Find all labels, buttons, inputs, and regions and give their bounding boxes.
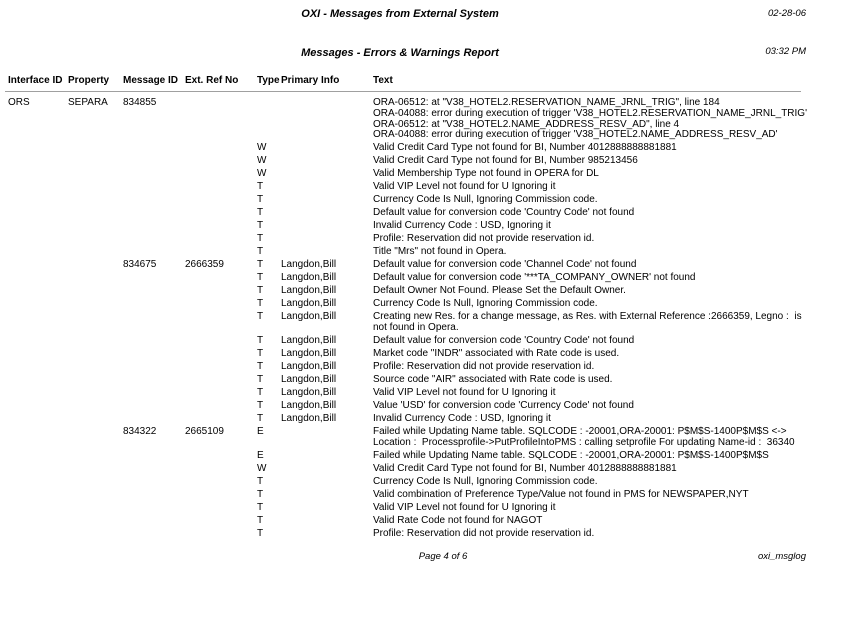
primary-info-cell: Langdon,Bill	[281, 360, 337, 372]
interface-id-cell	[8, 234, 68, 245]
primary-info-cell: Langdon,Bill	[281, 285, 337, 297]
ext-ref-no-cell	[185, 234, 257, 245]
report-time: 03:32 PM	[765, 46, 806, 57]
primary-info-cell	[281, 503, 373, 514]
footer-report-name: oxi_msglog	[757, 551, 806, 562]
table-row	[8, 529, 851, 540]
table-row	[8, 312, 851, 334]
type-cell: T	[257, 259, 264, 271]
table-row	[8, 427, 851, 449]
type-cell: T	[257, 181, 264, 193]
interface-id-cell	[8, 312, 68, 334]
text-line: Creating new Res. for a change message, as Res. with External Reference :2666359, Legno : is	[373, 311, 802, 323]
report-subtitle: Messages - Errors & Warnings Report	[301, 47, 499, 59]
type-cell: T	[257, 311, 264, 323]
primary-info-cell	[281, 247, 373, 258]
property-cell	[68, 349, 123, 360]
table-row	[8, 208, 851, 219]
table-row	[8, 247, 851, 258]
primary-info-cell	[281, 427, 373, 449]
interface-id-cell	[8, 349, 68, 360]
table-row	[8, 349, 851, 360]
column-header-property: Property	[68, 75, 110, 86]
message-id-cell	[123, 336, 185, 347]
type-cell: W	[257, 168, 267, 180]
interface-id-cell	[8, 143, 68, 154]
text-cell	[373, 312, 851, 334]
property-cell	[68, 208, 123, 219]
text-line: Default value for conversion code 'Country Code' not found	[373, 334, 635, 346]
ext-ref-no-cell	[185, 336, 257, 347]
message-id-cell	[123, 143, 185, 154]
interface-id-cell	[8, 273, 68, 284]
message-id-cell	[123, 401, 185, 412]
ext-ref-no-cell	[185, 464, 257, 475]
type-cell: T	[257, 194, 264, 206]
primary-info-cell	[281, 195, 373, 206]
text-line: ORA-04088: error during execution of trigger 'V38_HOTEL2.NAME_ADDRESS_RESV_AD'	[373, 129, 778, 141]
message-id-cell	[123, 208, 185, 219]
text-line: ORA-04088: error during execution of trigger 'V38_HOTEL2.RESERVATION_NAME_JRNL_TRIG'	[373, 107, 807, 119]
message-id-cell	[123, 349, 185, 360]
interface-id-cell	[8, 182, 68, 193]
page-title: OXI - Messages from External System	[301, 8, 499, 20]
table-row	[8, 414, 851, 425]
type-cell	[257, 98, 281, 141]
interface-id-cell	[8, 286, 68, 297]
type-cell: T	[257, 514, 264, 526]
text-cell	[373, 169, 851, 180]
text-cell	[373, 260, 851, 271]
text-cell	[373, 388, 851, 399]
interface-id-cell	[8, 529, 68, 540]
interface-id-cell	[8, 427, 68, 449]
text-cell	[373, 401, 851, 412]
text-cell	[373, 349, 851, 360]
text-line: Value 'USD' for conversion code 'Currency Code' not found	[373, 399, 634, 411]
type-cell: T	[257, 207, 264, 219]
footer-page-number: Page 4 of 6	[418, 551, 468, 562]
message-id-cell	[123, 182, 185, 193]
property-cell	[68, 247, 123, 258]
text-cell	[373, 490, 851, 501]
interface-id-cell	[8, 516, 68, 527]
property-cell	[68, 529, 123, 540]
ext-ref-no-cell	[185, 98, 257, 141]
message-id-cell: 834855	[123, 97, 157, 108]
interface-id-cell	[8, 477, 68, 488]
message-id-cell: 834675	[123, 259, 157, 271]
primary-info-cell	[281, 451, 373, 462]
type-cell: W	[257, 142, 267, 154]
text-cell	[373, 477, 851, 488]
text-cell	[373, 273, 851, 284]
property-cell	[68, 503, 123, 514]
ext-ref-no-cell	[185, 312, 257, 334]
property-cell	[68, 427, 123, 449]
property-cell	[68, 414, 123, 425]
text-line: Invalid Currency Code : USD, Ignoring it	[373, 220, 551, 232]
ext-ref-no-cell: 2666359	[185, 259, 224, 271]
text-cell	[373, 208, 851, 219]
property-cell	[68, 362, 123, 373]
message-id-cell	[123, 273, 185, 284]
column-header-message-id: Message ID	[123, 75, 179, 86]
text-cell	[373, 516, 851, 527]
table-row	[8, 98, 851, 141]
property-cell	[68, 273, 123, 284]
text-line: Profile: Reservation did not provide reservation id.	[373, 360, 595, 372]
text-cell	[373, 464, 851, 475]
property-cell	[68, 477, 123, 488]
property-cell	[68, 286, 123, 297]
text-cell	[373, 182, 851, 193]
type-cell: E	[257, 449, 264, 461]
text-cell	[373, 375, 851, 386]
ext-ref-no-cell	[185, 375, 257, 386]
type-cell: T	[257, 360, 264, 372]
text-cell	[373, 503, 851, 514]
interface-id-cell	[8, 401, 68, 412]
table-row	[8, 464, 851, 475]
type-cell: T	[257, 246, 264, 258]
message-id-cell	[123, 516, 185, 527]
text-line: Profile: Reservation did not provide reservation id.	[373, 527, 595, 539]
primary-info-cell: Langdon,Bill	[281, 259, 337, 271]
table-row	[8, 169, 851, 180]
interface-id-cell	[8, 451, 68, 462]
text-line: not found in Opera.	[373, 321, 459, 333]
text-line: Default value for conversion code '***TA_COMPANY_OWNER' not found	[373, 272, 696, 284]
column-header-primary-info: Primary Info	[281, 75, 340, 86]
primary-info-cell	[281, 516, 373, 527]
primary-info-cell	[281, 208, 373, 219]
type-cell: T	[257, 233, 264, 245]
ext-ref-no-cell	[185, 208, 257, 219]
interface-id-cell	[8, 260, 68, 271]
message-id-cell	[123, 299, 185, 310]
text-cell	[373, 336, 851, 347]
header-divider-line	[5, 91, 801, 92]
interface-id-cell	[8, 195, 68, 206]
table-row	[8, 401, 851, 412]
text-cell	[373, 221, 851, 232]
message-id-cell	[123, 286, 185, 297]
property-cell	[68, 234, 123, 245]
text-cell	[373, 156, 851, 167]
primary-info-cell	[281, 529, 373, 540]
property-cell	[68, 490, 123, 501]
property-cell	[68, 182, 123, 193]
interface-id-cell	[8, 336, 68, 347]
primary-info-cell	[281, 169, 373, 180]
type-cell: W	[257, 462, 267, 474]
property-cell	[68, 312, 123, 334]
message-id-cell	[123, 451, 185, 462]
ext-ref-no-cell	[185, 490, 257, 501]
message-id-cell	[123, 490, 185, 501]
type-cell: E	[257, 425, 264, 437]
interface-id-cell	[8, 503, 68, 514]
table-row	[8, 182, 851, 193]
text-cell	[373, 299, 851, 310]
text-cell	[373, 234, 851, 245]
property-cell	[68, 156, 123, 167]
message-id-cell	[123, 221, 185, 232]
text-line: Valid VIP Level not found for U Ignoring it	[373, 386, 556, 398]
table-row	[8, 451, 851, 462]
primary-info-cell	[281, 98, 373, 141]
interface-id-cell	[8, 221, 68, 232]
text-cell	[373, 286, 851, 297]
column-header-type: Type	[257, 75, 280, 86]
primary-info-cell: Langdon,Bill	[281, 334, 337, 346]
text-line: Profile: Reservation did not provide reservation id.	[373, 233, 595, 245]
property-cell	[68, 299, 123, 310]
text-line: Failed while Updating Name table. SQLCODE : -20001,ORA-20001: P$M$S-1400P$M$S <->	[373, 425, 787, 437]
type-cell: T	[257, 285, 264, 297]
text-line: Valid Credit Card Type not found for BI, Number 985213456	[373, 155, 638, 167]
ext-ref-no-cell	[185, 156, 257, 167]
ext-ref-no-cell	[185, 195, 257, 206]
type-cell: T	[257, 334, 264, 346]
text-line: Valid VIP Level not found for U Ignoring it	[373, 181, 556, 193]
message-id-cell	[123, 477, 185, 488]
table-row	[8, 516, 851, 527]
primary-info-cell	[281, 143, 373, 154]
type-cell: T	[257, 298, 264, 310]
text-line: Valid VIP Level not found for U Ignoring it	[373, 501, 556, 513]
type-cell: T	[257, 412, 264, 424]
ext-ref-no-cell	[185, 273, 257, 284]
table-row	[8, 260, 851, 271]
ext-ref-no-cell	[185, 503, 257, 514]
interface-id-cell	[8, 299, 68, 310]
text-line: Currency Code Is Null, Ignoring Commission code.	[373, 475, 598, 487]
table-row	[8, 221, 851, 232]
ext-ref-no-cell	[185, 516, 257, 527]
text-line: Valid Rate Code not found for NAGOT	[373, 514, 543, 526]
column-header-interface-id: Interface ID	[8, 75, 63, 86]
table-row	[8, 362, 851, 373]
primary-info-cell	[281, 490, 373, 501]
ext-ref-no-cell	[185, 299, 257, 310]
message-id-cell	[123, 156, 185, 167]
ext-ref-no-cell	[185, 349, 257, 360]
type-cell: T	[257, 399, 264, 411]
text-cell	[373, 529, 851, 540]
message-id-cell	[123, 195, 185, 206]
text-line: Title "Mrs" not found in Opera.	[373, 246, 507, 258]
property-cell	[68, 375, 123, 386]
primary-info-cell	[281, 234, 373, 245]
column-header-ext-ref-no: Ext. Ref No	[185, 75, 239, 86]
text-line: Currency Code Is Null, Ignoring Commission code.	[373, 194, 598, 206]
message-id-cell	[123, 362, 185, 373]
type-cell: T	[257, 272, 264, 284]
type-cell: T	[257, 220, 264, 232]
message-id-cell	[123, 169, 185, 180]
report-date: 02-28-06	[767, 8, 806, 19]
ext-ref-no-cell	[185, 477, 257, 488]
primary-info-cell: Langdon,Bill	[281, 399, 337, 411]
type-cell: T	[257, 501, 264, 513]
ext-ref-no-cell	[185, 414, 257, 425]
ext-ref-no-cell	[185, 401, 257, 412]
primary-info-cell	[281, 182, 373, 193]
text-cell	[373, 414, 851, 425]
text-line: Valid Membership Type not found in OPERA for DL	[373, 168, 599, 180]
primary-info-cell: Langdon,Bill	[281, 272, 337, 284]
message-id-cell	[123, 375, 185, 386]
interface-id-cell	[8, 490, 68, 501]
property-cell: SEPARA	[68, 97, 108, 108]
table-row	[8, 477, 851, 488]
table-row	[8, 156, 851, 167]
table-row	[8, 490, 851, 501]
ext-ref-no-cell	[185, 182, 257, 193]
ext-ref-no-cell	[185, 247, 257, 258]
interface-id-cell	[8, 375, 68, 386]
primary-info-cell	[281, 477, 373, 488]
primary-info-cell	[281, 464, 373, 475]
primary-info-cell: Langdon,Bill	[281, 386, 337, 398]
property-cell	[68, 221, 123, 232]
table-row	[8, 299, 851, 310]
message-id-cell	[123, 529, 185, 540]
interface-id-cell	[8, 388, 68, 399]
text-cell	[373, 451, 851, 462]
text-line: Valid combination of Preference Type/Value not found in PMS for NEWSPAPER,NYT	[373, 488, 749, 500]
text-line: Valid Credit Card Type not found for BI, Number 4012888888881881	[373, 462, 677, 474]
type-cell: T	[257, 488, 264, 500]
interface-id-cell	[8, 464, 68, 475]
ext-ref-no-cell	[185, 169, 257, 180]
text-line: Currency Code Is Null, Ignoring Commission code.	[373, 298, 598, 310]
text-cell	[373, 98, 851, 141]
table-row	[8, 273, 851, 284]
ext-ref-no-cell	[185, 362, 257, 373]
type-cell: W	[257, 155, 267, 167]
text-line: Default value for conversion code 'Country Code' not found	[373, 207, 635, 219]
text-cell	[373, 195, 851, 206]
interface-id-cell	[8, 169, 68, 180]
type-cell: T	[257, 527, 264, 539]
text-line: Valid Credit Card Type not found for BI, Number 4012888888881881	[373, 142, 677, 154]
ext-ref-no-cell	[185, 388, 257, 399]
property-cell	[68, 451, 123, 462]
ext-ref-no-cell: 2665109	[185, 425, 224, 437]
table-column-headers	[0, 76, 851, 87]
message-id-cell: 834322	[123, 425, 157, 437]
type-cell: T	[257, 475, 264, 487]
column-header-text: Text	[373, 75, 393, 86]
table-row	[8, 234, 851, 245]
ext-ref-no-cell	[185, 143, 257, 154]
table-row	[8, 143, 851, 154]
table-row	[8, 286, 851, 297]
text-cell	[373, 143, 851, 154]
text-line: Market code "INDR" associated with Rate code is used.	[373, 347, 620, 359]
ext-ref-no-cell	[185, 221, 257, 232]
text-line: Default value for conversion code 'Channel Code' not found	[373, 259, 637, 271]
message-id-cell	[123, 503, 185, 514]
primary-info-cell: Langdon,Bill	[281, 373, 337, 385]
text-line: Failed while Updating Name table. SQLCODE : -20001,ORA-20001: P$M$S-1400P$M$S	[373, 449, 769, 461]
interface-id-cell	[8, 247, 68, 258]
type-cell: T	[257, 347, 264, 359]
text-line: Invalid Currency Code : USD, Ignoring it	[373, 412, 551, 424]
text-line: ORA-06512: at "V38_HOTEL2.NAME_ADDRESS_RESV_AD", line 4	[373, 118, 680, 130]
message-id-cell	[123, 388, 185, 399]
interface-id-cell	[8, 156, 68, 167]
table-body	[0, 98, 851, 542]
table-row	[8, 375, 851, 386]
message-id-cell	[123, 234, 185, 245]
type-cell: T	[257, 386, 264, 398]
interface-id-cell	[8, 414, 68, 425]
table-row	[8, 388, 851, 399]
text-line: ORA-06512: at "V38_HOTEL2.RESERVATION_NAME_JRNL_TRIG", line 184	[373, 97, 720, 108]
message-id-cell	[123, 247, 185, 258]
primary-info-cell: Langdon,Bill	[281, 347, 337, 359]
table-row	[8, 503, 851, 514]
message-id-cell	[123, 414, 185, 425]
interface-id-cell	[8, 362, 68, 373]
property-cell	[68, 260, 123, 271]
primary-info-cell	[281, 221, 373, 232]
property-cell	[68, 336, 123, 347]
primary-info-cell: Langdon,Bill	[281, 298, 337, 310]
table-row	[8, 195, 851, 206]
primary-info-cell	[281, 156, 373, 167]
property-cell	[68, 516, 123, 527]
message-id-cell	[123, 312, 185, 334]
ext-ref-no-cell	[185, 529, 257, 540]
property-cell	[68, 169, 123, 180]
property-cell	[68, 195, 123, 206]
text-cell	[373, 362, 851, 373]
text-line: Source code "AIR" associated with Rate code is used.	[373, 373, 613, 385]
text-line: Location : Processprofile->PutProfileIntoPMS : calling setprofile For updating Name-id : 36340	[373, 436, 795, 448]
message-id-cell	[123, 464, 185, 475]
property-cell	[68, 388, 123, 399]
table-row	[8, 336, 851, 347]
interface-id-cell	[8, 208, 68, 219]
ext-ref-no-cell	[185, 286, 257, 297]
primary-info-cell: Langdon,Bill	[281, 311, 337, 323]
text-cell	[373, 247, 851, 258]
property-cell	[68, 143, 123, 154]
primary-info-cell: Langdon,Bill	[281, 412, 337, 424]
text-line: Default Owner Not Found. Please Set the Default Owner.	[373, 285, 626, 297]
property-cell	[68, 464, 123, 475]
type-cell: T	[257, 373, 264, 385]
interface-id-cell: ORS	[8, 97, 30, 108]
text-cell	[373, 427, 851, 449]
ext-ref-no-cell	[185, 451, 257, 462]
property-cell	[68, 401, 123, 412]
